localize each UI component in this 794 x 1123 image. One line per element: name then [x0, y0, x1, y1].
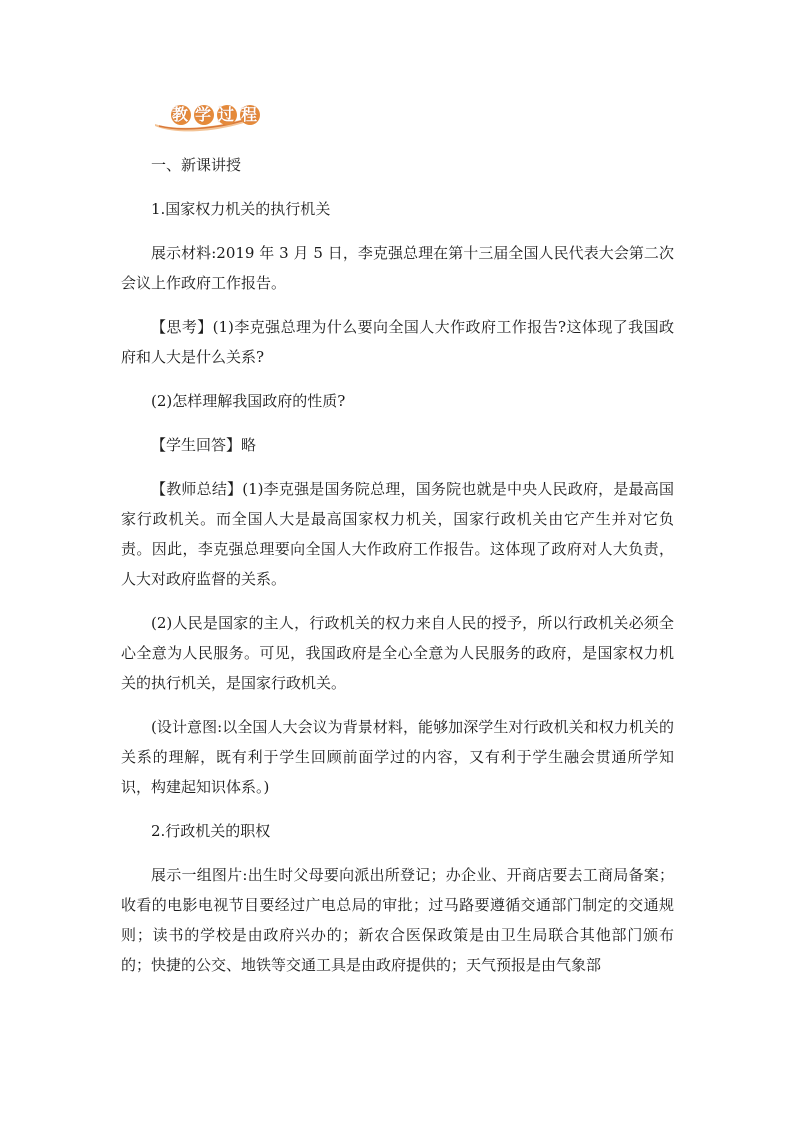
header-char: 教 [171, 105, 190, 124]
subsection-heading: 1.国家权力机关的执行机关 [151, 200, 331, 218]
paragraph-material: 展示材料:2019 年 3 月 5 日，李克强总理在第十三届全国人民代表大会第二次会议上作政府工作报告。 [121, 244, 674, 292]
subsection-heading: 2.行政机关的职权 [151, 822, 271, 840]
document-body [121, 150, 674, 994]
paragraph-student-answer: 【学生回答】略 [151, 436, 257, 454]
header-char: 程 [240, 105, 259, 124]
paragraph-think-question-2: (2)怎样理解我国政府的性质? [151, 392, 346, 410]
paragraph-design-intent: (设计意图:以全国人大会议为背景材料，能够加深学生对行政机关和权力机关的关系的理解，既有利于学生回顾前面学过的内容，又有利于学生融会贯通所学知识，构建起知识体系。) [121, 718, 674, 796]
header-char: 学 [194, 105, 213, 124]
paragraph-pictures: 展示一组图片:出生时父母要向派出所登记；办企业、开商店要去工商局备案；收看的电影电视节目要经过广电总局的审批；过马路要遵循交通部门制定的交通规则；读书的学校是由政府兴办的；新农合医保政策是由卫生局联合其他部门颁布的；快捷的公交、地铁等交通工具是由政府提供的；天气预报是由气象部 [121, 866, 674, 974]
section-heading: 一、新课讲授 [151, 156, 242, 174]
paragraph-think-question-1: 【思考】(1)李克强总理为什么要向全国人大作政府工作报告?这体现了我国政府和人大是什么关系? [121, 318, 674, 366]
paragraph-teacher-summary-2: (2)人民是国家的主人，行政机关的权力来自人民的授予，所以行政机关必须全心全意为人民服务。可见，我国政府是全心全意为人民服务的政府，是国家权力机关的执行机关，是国家行政机关。 [121, 614, 674, 692]
header-char: 过 [217, 105, 236, 124]
paragraph-teacher-summary-1: 【教师总结】(1)李克强是国务院总理，国务院也就是中央人民政府，是最高国家行政机关。而全国人大是最高国家权力机关，国家行政机关由它产生并对它负责。因此，李克强总理要向全国人大作政府工作报告。这体现了政府对人大负责，人大对政府监督的关系。 [121, 480, 674, 588]
section-header-title [171, 105, 260, 125]
